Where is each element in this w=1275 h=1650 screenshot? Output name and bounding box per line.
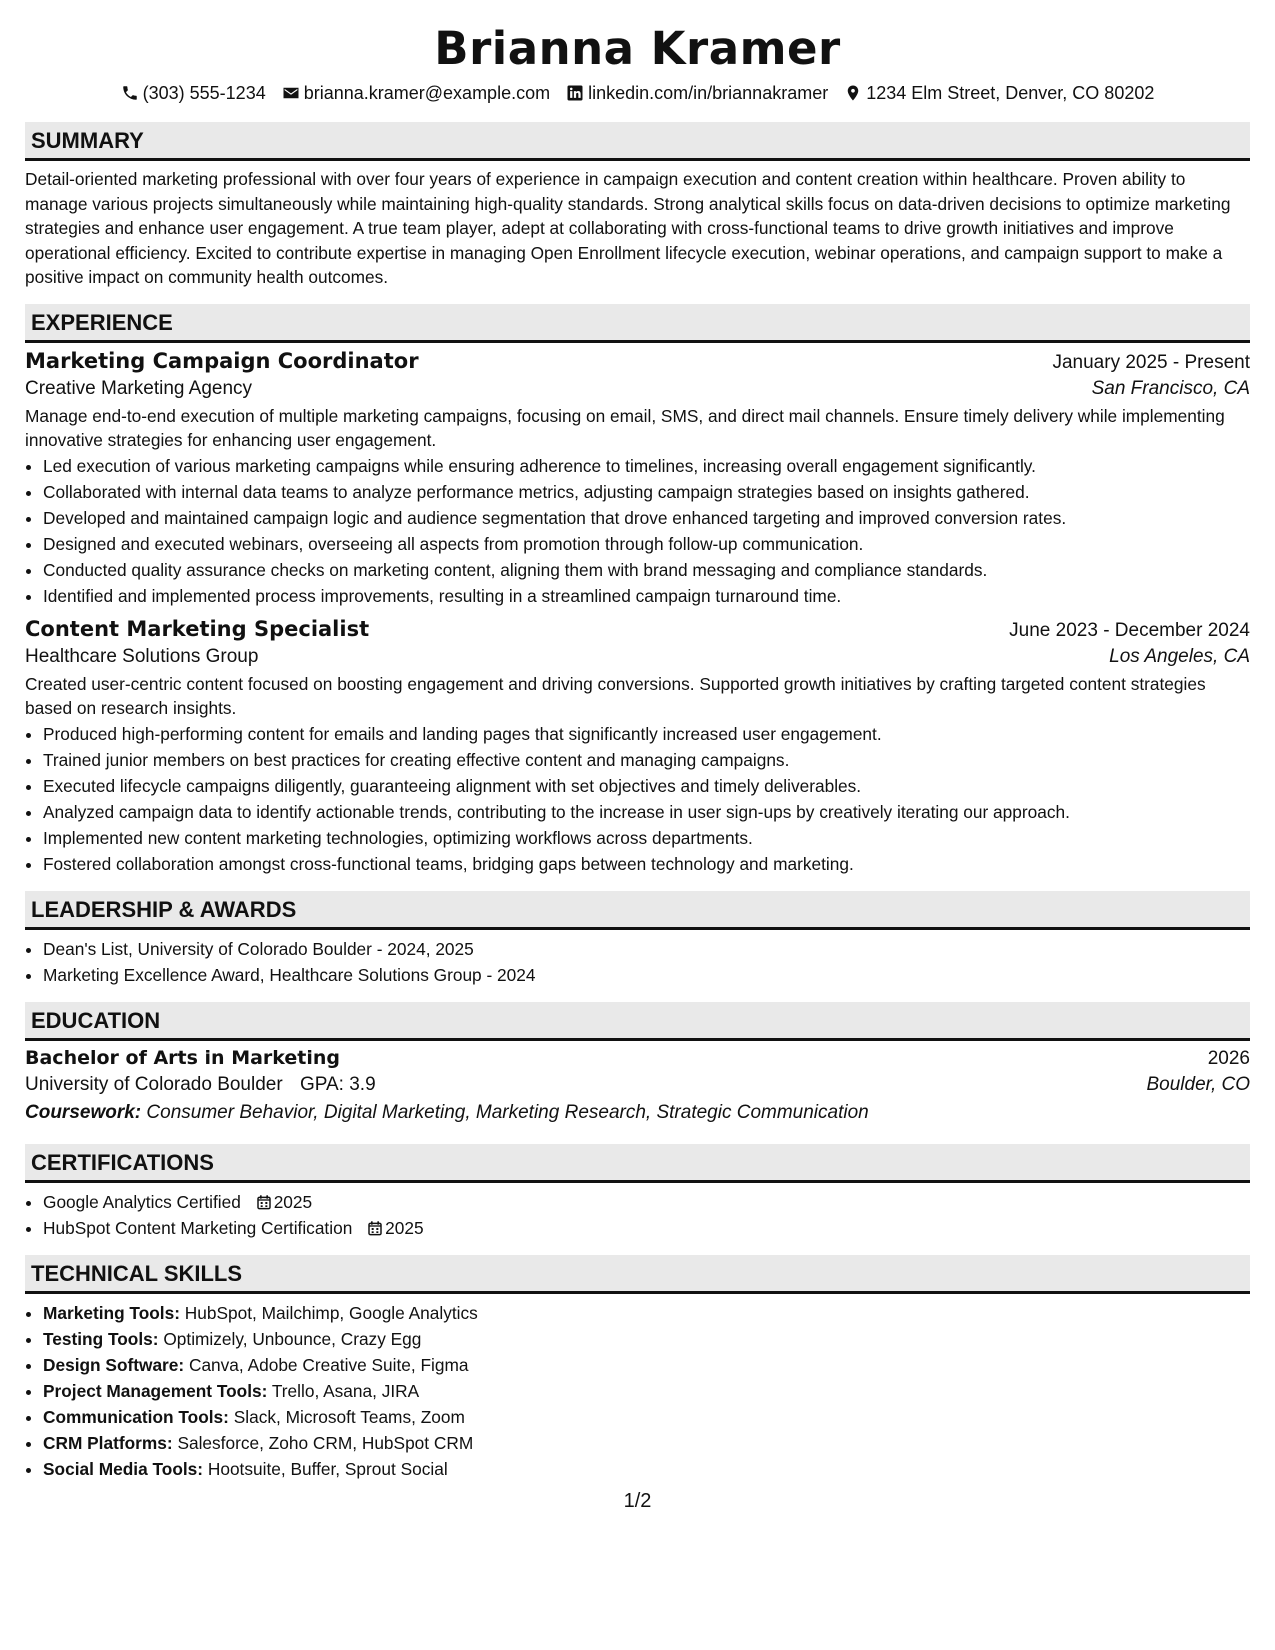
cert-name: Google Analytics Certified — [43, 1191, 241, 1212]
location-pin-icon — [844, 84, 862, 102]
coursework-list: Consumer Behavior, Digital Marketing, Marketing Research, Strategic Communication — [146, 1101, 869, 1123]
list-item: • Fostered collaboration amongst cross-functional teams, bridging gaps between technology and marketing. — [43, 851, 1250, 877]
list-item: • Led execution of various marketing campaigns while ensuring adherence to timelines, increasing overall engagement significantly. — [43, 453, 1250, 479]
list-item: • Marketing Excellence Award, Healthcare Solutions Group - 2024 — [43, 962, 1250, 988]
job-description: Created user-centric content focused on boosting engagement and driving conversions. Supported growth initiatives by crafting targeted content strategies based on research insights. — [25, 673, 1206, 718]
job-location: Los Angeles, CA — [1109, 645, 1250, 667]
job-description: Manage end-to-end execution of multiple marketing campaigns, focusing on email, SMS, and direct mail channels. Ensure timely delivery while implementing innovative strategies for enhancing user engagement. — [25, 405, 1225, 450]
list-item — [43, 1326, 1250, 1352]
list-item: • Executed lifecycle campaigns diligently, guaranteeing alignment with set objectives and timely deliverables. — [43, 773, 1250, 799]
contact-bar — [25, 80, 1250, 106]
list-item: • Conducted quality assurance checks on marketing content, aligning them with brand messaging and compliance standards. — [43, 557, 1250, 583]
resume-name: Brianna Kramer — [434, 22, 841, 75]
job-dates: June 2023 - December 2024 — [1009, 619, 1250, 641]
contact-address — [844, 83, 1154, 104]
job-company: Creative Marketing Agency — [25, 377, 253, 399]
list-item — [43, 1352, 1250, 1378]
job-entry — [25, 349, 1250, 609]
list-item: • Developed and maintained campaign logic and audience segmentation that drove enhanced targeting and improved conversion rates. — [43, 505, 1250, 531]
envelope-icon — [282, 84, 300, 102]
list-item: • Designed and executed webinars, overseeing all aspects from promotion through follow-up communication. — [43, 531, 1250, 557]
list-item: • Identified and implemented process improvements, resulting in a streamlined campaign turnaround time. — [43, 583, 1250, 609]
awards-heading: LEADERSHIP & AWARDS — [25, 891, 1250, 930]
skill-value: Salesforce, Zoho CRM, HubSpot CRM — [177, 1432, 474, 1453]
job-entry — [25, 617, 1250, 877]
list-item: • Dean's List, University of Colorado Boulder - 2024, 2025 — [43, 936, 1250, 962]
phone-text: (303) 555-1234 — [142, 82, 266, 103]
graduation-year: 2026 — [1207, 1047, 1250, 1069]
skills-heading: TECHNICAL SKILLS — [25, 1255, 1250, 1294]
resume-page — [25, 0, 1250, 1482]
skill-value: Hootsuite, Buffer, Sprout Social — [207, 1458, 448, 1479]
list-item — [43, 1430, 1250, 1456]
phone-icon — [121, 84, 139, 102]
job-dates: January 2025 - Present — [1052, 351, 1250, 373]
skill-value: Slack, Microsoft Teams, Zoom — [233, 1406, 465, 1427]
list-item: • Produced high-performing content for emails and landing pages that significantly increased user engagement. — [43, 721, 1250, 747]
skill-label: Social Media Tools: — [43, 1458, 204, 1479]
skill-label: Marketing Tools: — [43, 1302, 180, 1323]
school-location: Boulder, CO — [1146, 1073, 1250, 1095]
certifications-heading: CERTIFICATIONS — [25, 1144, 1250, 1183]
list-item: • Trained junior members on best practices for creating effective content and managing campaigns. — [43, 747, 1250, 773]
education-entry — [25, 1047, 1250, 1124]
list-item: • Analyzed campaign data to identify actionable trends, contributing to the increase in user sign-ups by creatively iterating our approach. — [43, 799, 1250, 825]
job-title: Content Marketing Specialist — [25, 616, 370, 641]
job-title: Marketing Campaign Coordinator — [25, 348, 419, 373]
calendar-icon — [256, 1194, 272, 1210]
list-item: • Implemented new content marketing technologies, optimizing workflows across departments. — [43, 825, 1250, 851]
summary-text: Detail-oriented marketing professional with over four years of experience in campaign execution and content creation within healthcare. Proven ability to manage various projects simultaneously while maintaining high-quality standards. Strong analytical skills focus on data-driven decisions to optimize marketing strategies and enhance user engagement. A true team player, adept at collaborating with cross-functional teams to drive growth initiatives and improve operational efficiency. Excited to contribute expertise in managing Open Enrollment lifecycle execution, webinar operations, and campaign support to make a positive impact on community health outcomes. — [25, 169, 1231, 287]
degree: Bachelor of Arts in Marketing — [25, 1046, 341, 1069]
skill-value: Trello, Asana, JIRA — [271, 1380, 420, 1401]
email-text[interactable]: brianna.kramer@example.com — [303, 82, 551, 103]
skill-value: Canva, Adobe Creative Suite, Figma — [188, 1354, 469, 1375]
certifications-list — [25, 1189, 1250, 1241]
coursework-label: Coursework: — [25, 1101, 142, 1123]
skill-label: Communication Tools: — [43, 1406, 229, 1427]
skill-label: Project Management Tools: — [43, 1380, 268, 1401]
job-bullets — [25, 721, 1250, 877]
linkedin-text[interactable]: linkedin.com/in/briannakramer — [588, 82, 829, 103]
skill-label: Design Software: — [43, 1354, 185, 1375]
experience-heading: EXPERIENCE — [25, 304, 1250, 343]
job-bullets — [25, 453, 1250, 609]
skill-label: Testing Tools: — [43, 1328, 159, 1349]
school-name: University of Colorado Boulder — [25, 1073, 283, 1095]
gpa: GPA: 3.9 — [299, 1073, 376, 1095]
skills-list — [25, 1300, 1250, 1482]
job-location: San Francisco, CA — [1091, 377, 1250, 399]
skill-value: HubSpot, Mailchimp, Google Analytics — [184, 1302, 478, 1323]
list-item: • Collaborated with internal data teams to analyze performance metrics, adjusting campaign strategies based on insights gathered. — [43, 479, 1250, 505]
list-item — [43, 1404, 1250, 1430]
linkedin-icon — [566, 84, 584, 102]
job-company: Healthcare Solutions Group — [25, 645, 259, 667]
contact-linkedin[interactable] — [566, 83, 828, 104]
cert-name: HubSpot Content Marketing Certification — [43, 1217, 353, 1238]
cert-year: 2025 — [385, 1217, 424, 1238]
contact-phone — [121, 83, 266, 104]
education-heading: EDUCATION — [25, 1002, 1250, 1041]
list-item — [43, 1215, 1250, 1241]
skill-value: Optimizely, Unbounce, Crazy Egg — [163, 1328, 422, 1349]
awards-list — [25, 936, 1250, 988]
list-item — [43, 1189, 1250, 1215]
contact-email[interactable] — [282, 83, 550, 104]
list-item — [43, 1378, 1250, 1404]
skill-label: CRM Platforms: — [43, 1432, 173, 1453]
list-item — [43, 1300, 1250, 1326]
summary-heading: SUMMARY — [25, 122, 1250, 161]
list-item — [43, 1456, 1250, 1482]
page-number: 1/2 — [623, 1490, 652, 1512]
address-text: 1234 Elm Street, Denver, CO 80202 — [866, 82, 1155, 103]
cert-year: 2025 — [273, 1191, 313, 1212]
calendar-icon — [367, 1220, 383, 1236]
coursework — [25, 1102, 1250, 1124]
